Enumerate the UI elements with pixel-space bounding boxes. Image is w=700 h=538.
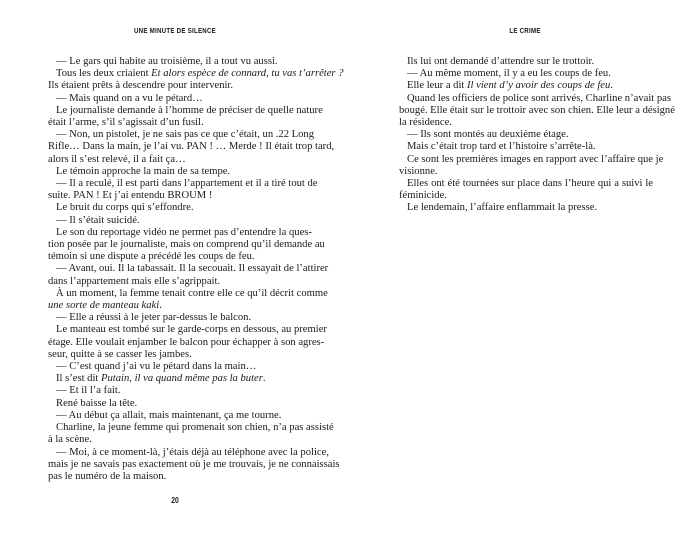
running-head-left: UNE MINUTE DE SILENCE bbox=[133, 26, 217, 35]
text-line: — Ils sont montés au deuxième étage. bbox=[407, 129, 569, 141]
running-head-right: LE CRIME bbox=[509, 26, 541, 35]
text-line: Le journaliste demande à l’homme de préciser de quelle nature bbox=[56, 104, 323, 116]
left-body-text bbox=[48, 56, 344, 483]
text-line: étage. Elle voulait enjamber le balcon pour échapper à son agres- bbox=[48, 336, 325, 348]
text-line: Le lendemain, l’affaire enflammait la presse. bbox=[407, 202, 598, 214]
italic-quote: Et alors espèce de connard, tu vas t’arrêter ? bbox=[151, 68, 344, 80]
text-line: Ils lui ont demandé d’attendre sur le trottoir. bbox=[407, 56, 595, 67]
right-body-text bbox=[399, 56, 675, 215]
text-line: dans l’appartement mais elle s’agrippait. bbox=[48, 275, 221, 287]
text-line: Il s’est dit Putain, il va quand même pas la buter. bbox=[56, 373, 266, 385]
text-line: — Mais quand on a vu le pétard… bbox=[56, 92, 203, 104]
text-line: — Au début ça allait, mais maintenant, ça me tourne. bbox=[56, 409, 282, 421]
italic-quote: Putain, il va quand même pas la buter bbox=[101, 373, 263, 385]
text-line: une sorte de manteau kaki. bbox=[48, 300, 162, 312]
italic-quote: une sorte de manteau kaki bbox=[48, 300, 160, 312]
text-line: était l’arme, s’il s’agissait d’un fusil. bbox=[48, 117, 204, 129]
text-line: Mais c’était trop tard et l’histoire s’arrête-là. bbox=[407, 141, 596, 153]
text-line: la résidence. bbox=[399, 117, 452, 129]
text-line: tion posée par le journaliste, mais on comprend qu’il demande au bbox=[48, 239, 325, 251]
text-line: Ils étaient prêts à descendre pour intervenir. bbox=[48, 80, 234, 92]
text-line: pas le numéro de la maison. bbox=[48, 470, 167, 482]
text-line: — Avant, oui. Il la tabassait. Il la secouait. Il essayait de l’attirer bbox=[56, 263, 329, 275]
text-line: seur, quitte à se casser les jambes. bbox=[48, 348, 192, 360]
text-line: Ce sont les premières images en rapport avec l’affaire que je bbox=[407, 153, 664, 165]
text-line: — Non, un pistolet, je ne sais pas ce que c’était, un .22 Long bbox=[56, 129, 315, 141]
text-line: — Il s’était suicidé. bbox=[56, 214, 140, 226]
text-line: Le témoin approche la main de sa tempe. bbox=[56, 165, 231, 177]
text-line: — Et il l’a fait. bbox=[56, 385, 121, 397]
text-line: — Au même moment, il y a eu les coups de feu. bbox=[407, 68, 611, 80]
text-line: Le son du reportage vidéo ne permet pas d’entendre la ques- bbox=[56, 226, 312, 238]
text-line: À un moment, la femme tenait contre elle ce qu’il décrit comme bbox=[56, 287, 328, 299]
text-line: Charline, la jeune femme qui promenait son chien, n’a pas assisté bbox=[56, 422, 334, 434]
text-line: féminicide. bbox=[399, 190, 447, 202]
text-line: suite. PAN ! Et j’ai entendu BROUM ! bbox=[48, 190, 213, 202]
text-line: à la scène. bbox=[48, 434, 92, 446]
text-line: bougé. Elle était sur le trottoir avec son chien. Elle leur a désigné bbox=[399, 104, 675, 116]
text-line: — Moi, à ce moment-là, j’étais déjà au téléphone avec la police, bbox=[56, 446, 329, 458]
text-line: Quand les officiers de police sont arrivés, Charline n’avait pas bbox=[407, 92, 671, 104]
text-line: — Il a reculé, il est parti dans l’appartement et il a tiré tout de bbox=[56, 178, 318, 190]
text-line: — C’est quand j’ai vu le pétard dans la main… bbox=[56, 361, 257, 373]
right-page bbox=[350, 0, 700, 538]
text-line: Elle leur a dit Il vient d’y avoir des coups de feu. bbox=[407, 80, 613, 92]
text-line: René baisse la tête. bbox=[56, 397, 138, 409]
text-line: Tous les deux criaient Et alors espèce de connard, tu vas t’arrêter ? bbox=[56, 68, 344, 80]
text-line: Le bruit du corps qui s’effondre. bbox=[56, 202, 194, 214]
text-line: alors il s’est relevé, il a fait ça… bbox=[48, 153, 186, 165]
text-line: — Le gars qui habite au troisième, il a tout vu aussi. bbox=[56, 56, 278, 67]
text-line: visionne. bbox=[399, 165, 438, 177]
italic-quote: Il vient d’y avoir des coups de feu bbox=[467, 80, 611, 92]
page-number: 20 bbox=[171, 496, 179, 505]
text-line: mais je ne savais pas exactement où je me trouvais, je ne connaissais bbox=[48, 458, 340, 470]
text-line: Le manteau est tombé sur le garde-corps en dessous, au premier bbox=[56, 324, 327, 336]
text-line: témoin si une dispute a précédé les coups de feu. bbox=[48, 251, 255, 263]
text-line: Rifle… Dans la main, je l’ai vu. PAN ! … Merde ! Il était trop tard, bbox=[48, 141, 335, 153]
text-line: — Elle a réussi à le jeter par-dessus le balcon. bbox=[56, 312, 252, 324]
text-line: Elles ont été tournées sur place dans l’heure qui a suivi le bbox=[407, 178, 653, 190]
